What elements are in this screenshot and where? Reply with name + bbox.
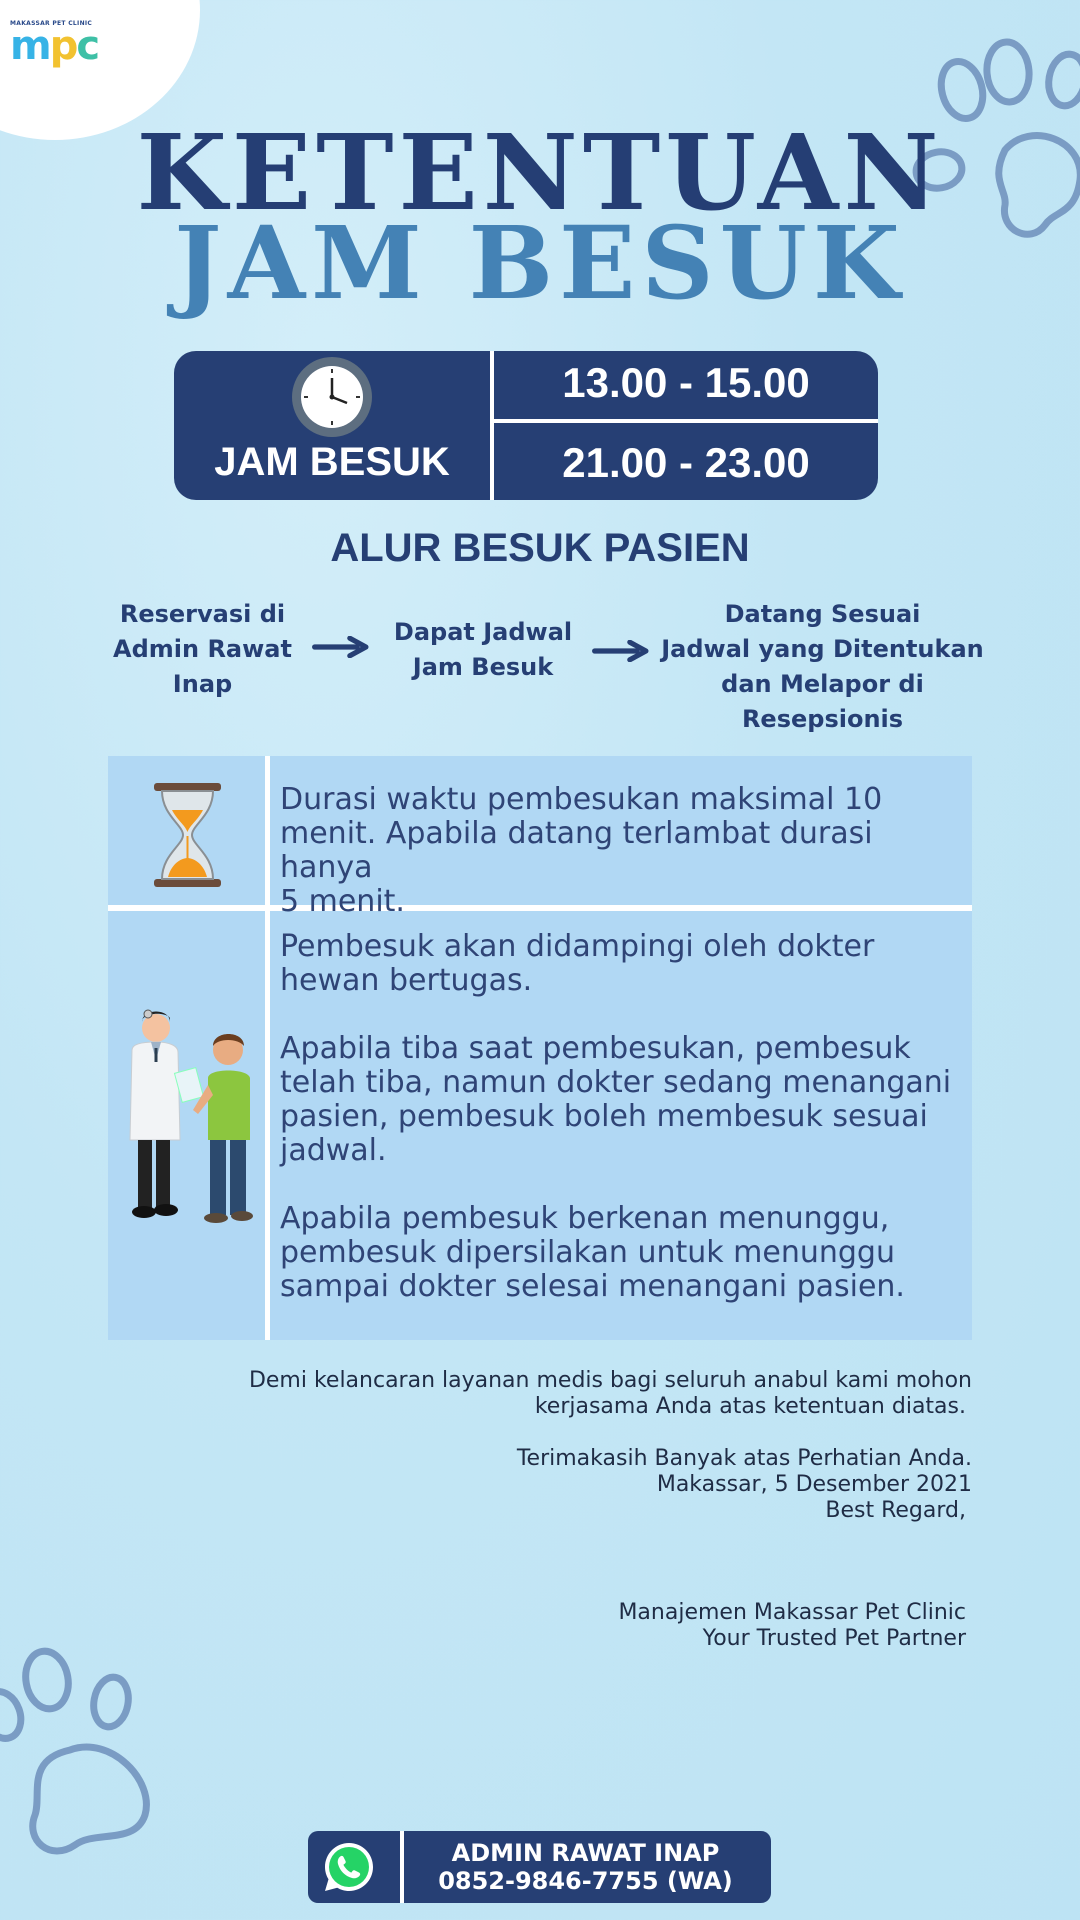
contact-bar[interactable] — [308, 1831, 771, 1903]
closing-text: Demi kelancaran layanan medis bagi seluruh anabul kami mohon — [248, 1368, 972, 1393]
rule-accompany-text: Pembesuk akan didampingi oleh dokter hewan bertugas. — [280, 929, 875, 998]
doctor-with-visitor-icon — [118, 1000, 258, 1240]
page-title: KETENTUAN — [136, 111, 944, 234]
whatsapp-icon — [322, 1840, 376, 1894]
rule-busy-doctor-text: Apabila tiba saat pembesukan, pembesuk telah tiba, namun dokter sedang menangani pasien, pembesuk boleh membesuk sesuai jadwal. — [280, 1031, 952, 1168]
contact-title: ADMIN RAWAT INAP — [451, 1839, 720, 1867]
logo-small-text: MAKASSAR PET CLINIC — [10, 20, 93, 27]
rule-waiting-text: Apabila pembesuk berkenan menunggu, pembesuk dipersilakan untuk menunggu sampai dokter selesai menangani pasien. — [280, 1201, 905, 1304]
divider — [400, 1831, 404, 1903]
logo-letters: mpc — [10, 23, 99, 69]
time-slot-night: 21.00 - 23.00 — [562, 439, 810, 486]
rule-duration-text: Durasi waktu pembesukan maksimal 10 menit. Apabila datang terlambat durasi hanya 5 menit. — [280, 782, 883, 919]
contact-phone[interactable]: 0852-9846-7755 (WA) — [438, 1867, 733, 1895]
tagline-text: Your Trusted Pet Partner — [702, 1626, 966, 1651]
flow-step-arrive: Datang Sesuai Jadwal yang Ditentukan dan Melapor di Resepsionis — [661, 600, 984, 733]
clock-icon — [291, 356, 373, 438]
clinic-logo — [10, 20, 110, 69]
flow-title: ALUR BESUK PASIEN — [330, 526, 750, 570]
flow-step-reservation: Reservasi di Admin Rawat Inap — [113, 600, 292, 698]
regards-text: Best Regard, — [825, 1498, 966, 1523]
hourglass-icon — [150, 780, 225, 890]
signature-text: Manajemen Makassar Pet Clinic — [618, 1600, 966, 1625]
closing-text: kerjasama Anda atas ketentuan diatas. — [534, 1394, 966, 1419]
arrow-right-icon — [583, 640, 659, 662]
arrow-right-icon — [303, 636, 379, 658]
time-slot-afternoon: 13.00 - 15.00 — [562, 359, 810, 406]
date-text: Makassar, 5 Desember 2021 — [656, 1472, 972, 1497]
thanks-text: Terimakasih Banyak atas Perhatian Anda. — [516, 1446, 972, 1471]
visiting-hours-label: JAM BESUK — [214, 440, 450, 484]
visiting-hours-box — [174, 351, 878, 500]
divider — [265, 756, 270, 1340]
flow-step-schedule: Dapat Jadwal Jam Besuk — [393, 618, 573, 681]
paw-print-icon — [0, 1640, 160, 1855]
page-subtitle: JAM BESUK — [174, 204, 906, 322]
